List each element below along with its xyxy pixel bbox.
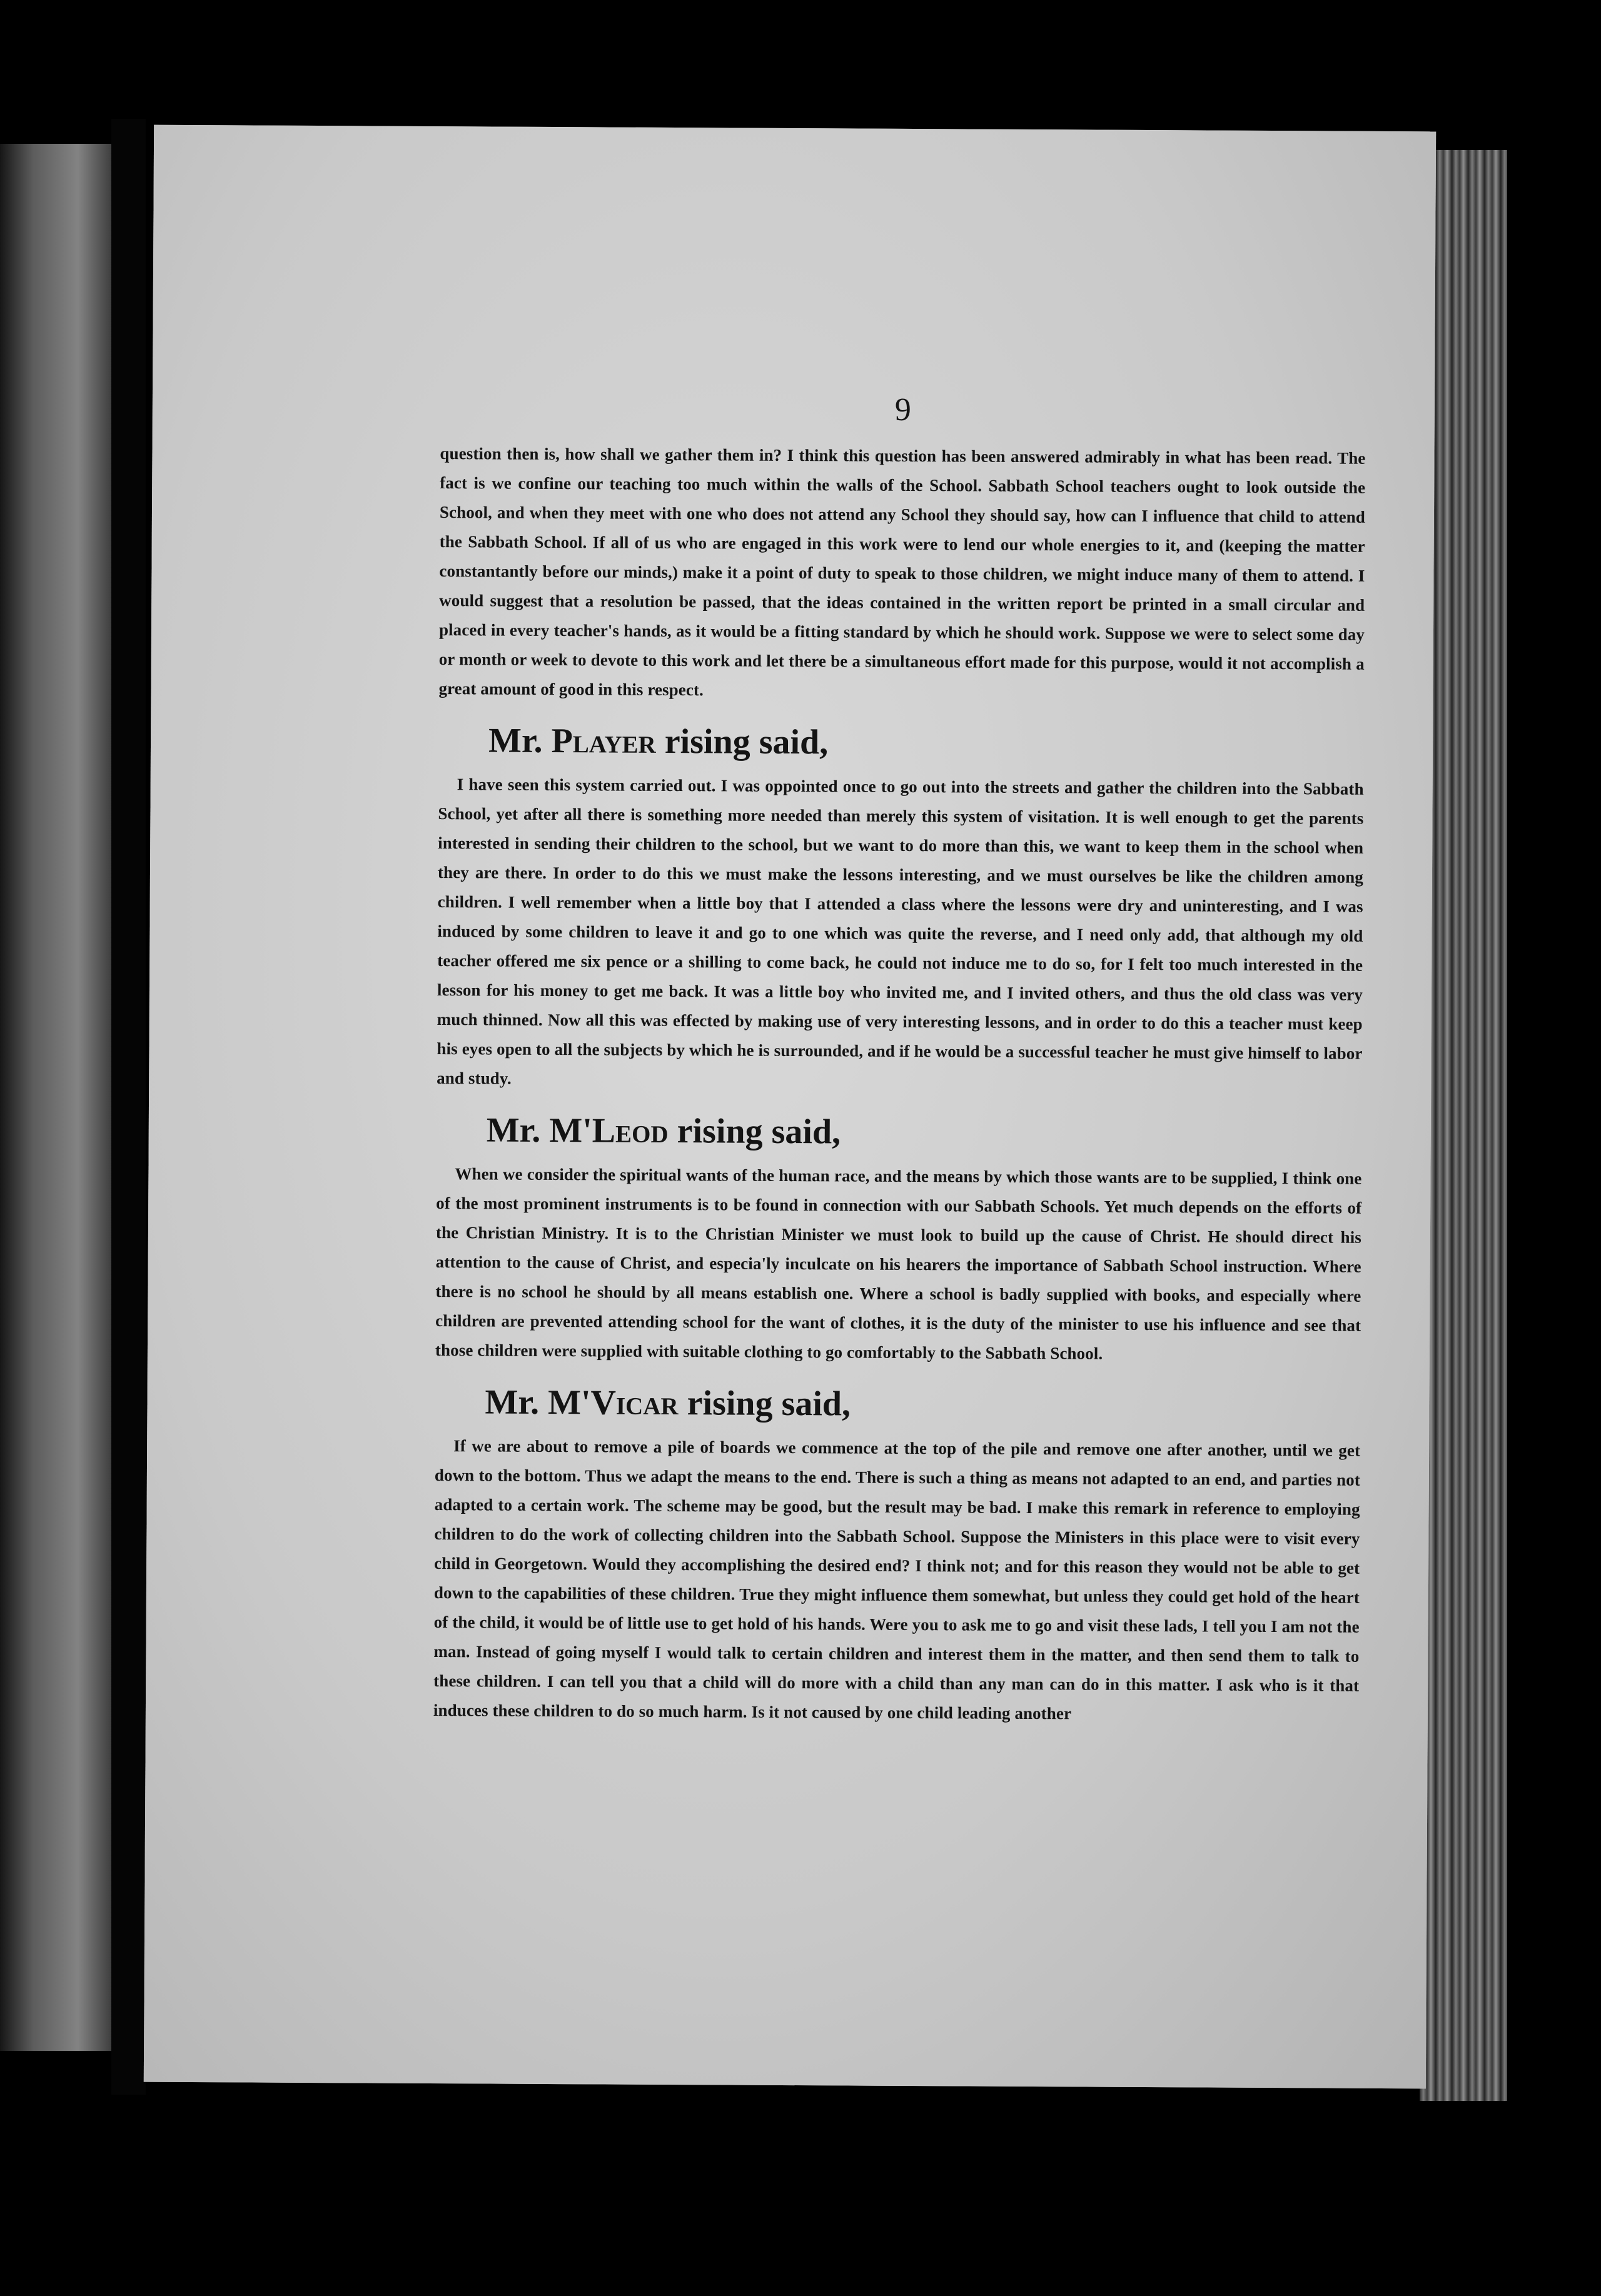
page-content — [433, 389, 1366, 1730]
speaker-name: Vicar — [590, 1383, 679, 1423]
book-gutter — [111, 119, 146, 2095]
facing-page-edge — [0, 144, 111, 2051]
speaker-name: Player — [551, 721, 656, 761]
scanned-page — [144, 125, 1436, 2089]
heading-prefix: Mr. — [488, 721, 543, 760]
heading-suffix: rising said, — [677, 1112, 841, 1152]
speaker-heading-mcleod — [487, 1105, 1362, 1159]
heading-prefix: Mr. M' — [486, 1110, 592, 1151]
opening-paragraph: question then is, how shall we gather them in? I think this question has been answered admirably in what has been read. The fact is we confine our teaching too much within the walls of the School. Sabbath School teachers ought to look outside the School, and when they meet with one who does not attend any School they should say, how can I influence that child to attend the Sabbath School. If all of us who are engaged in this work were to lend our whole energies to it, and (keeping the matter constantantly before our minds,) make it a point of duty to speak to those children, we might induce many of them to attend. I would suggest that a resolution be passed, that the ideas contained in the written report be printed in a small circular and placed in every teacher's hands, as it would be a fitting standard by which he should work. Suppose we were to select some day or month or week to devote to this work and let there be a simultaneous effort made for this purpose, would it not accomplish a great amount of good in this respect. — [438, 444, 1366, 700]
speaker-name: Leod — [592, 1111, 669, 1151]
heading-suffix: rising said, — [687, 1384, 851, 1424]
player-speech: I have seen this system carried out. I was oppointed once to go out into the streets and gather the children into the Sabbath School, yet after all there is something more needed than merely this system of visitation. It is well enough to get the parents interested in sending their children to the school, but we want to do more than this, we want to keep them in the school when they are there. In order to do this we must make the lessons interesting, and we must ourselves be like the children among children. I well remember when a little boy that I attended a class where the lessons were dry and uninteresting, and I was induced by some children to leave it and go to one which was quite the reverse, and I need only add, that although my old teacher offered me six pence or a shilling to come back, he could not induce me to do so, for I felt too much interested in the lesson for his money to get me back. It was a little boy who invited me, and I invited others, and thus the old class was very much thinned. Now all this was effected by making use of very interesting lessons, and in order to do this a teacher must keep his eyes open to all the subjects by which he is surrounded, and if he would be a successful teacher he must give himself to labor and study. — [437, 775, 1364, 1088]
speaker-heading-mcvicar — [485, 1377, 1360, 1431]
heading-suffix: rising said, — [664, 722, 829, 762]
heading-prefix: Mr. M' — [485, 1382, 591, 1422]
mcleod-speech: When we consider the spiritual wants of the human race, and the means by which those wants are to be supplied, I think one of the most prominent instruments is to be found in connection with our Sabbath Schools. Yet much depends on the efforts of the Christian Ministry. It is to the Christian Minister we must look to build up the cause of Christ. He should direct his attention to the cause of Christ, and especia'ly inculcate on his hearers the importance of Sabbath School instruction. Where there is no school he should by all means establish one. Where a school is badly supplied with books, and especially where children are prevented attending school for the want of clothes, it is the duty of the minister to use his influence and see that those children were supplied with suitable clothing to go comfortably to the Sabbath School. — [435, 1164, 1362, 1363]
page-number: 9 — [894, 391, 911, 428]
mcvicar-speech: If we are about to remove a pile of boards we commence at the top of the pile and remove one after another, until we get down to the bottom. Thus we adapt the means to the end. There is such a thing as means not adapted to an end, and parties not adapted to a certain work. The scheme may be good, but the result may be bad. I make this remark in reference to employing children to do the work of collecting children into the Sabbath School. Suppose the Ministers in this place were to visit every child in Georgetown. Would they accomplishing the desired end? I think not; and for this reason they would not be able to get down to the capabilities of these children. True they might influence them somewhat, but unless they could get hold of the heart of the child, it would be of little use to get hold of his hands. Were you to ask me to go and visit these lads, I tell you I am not the man. Instead of going myself I would talk to certain children and interest them in the matter, and then send them to talk to these children. I can tell you that a child will do more with a child than any man can do in this matter. I ask who is it that induces these children to do so much harm. Is it not caused by one child leading another — [433, 1436, 1361, 1723]
speaker-heading-player — [488, 716, 1364, 769]
